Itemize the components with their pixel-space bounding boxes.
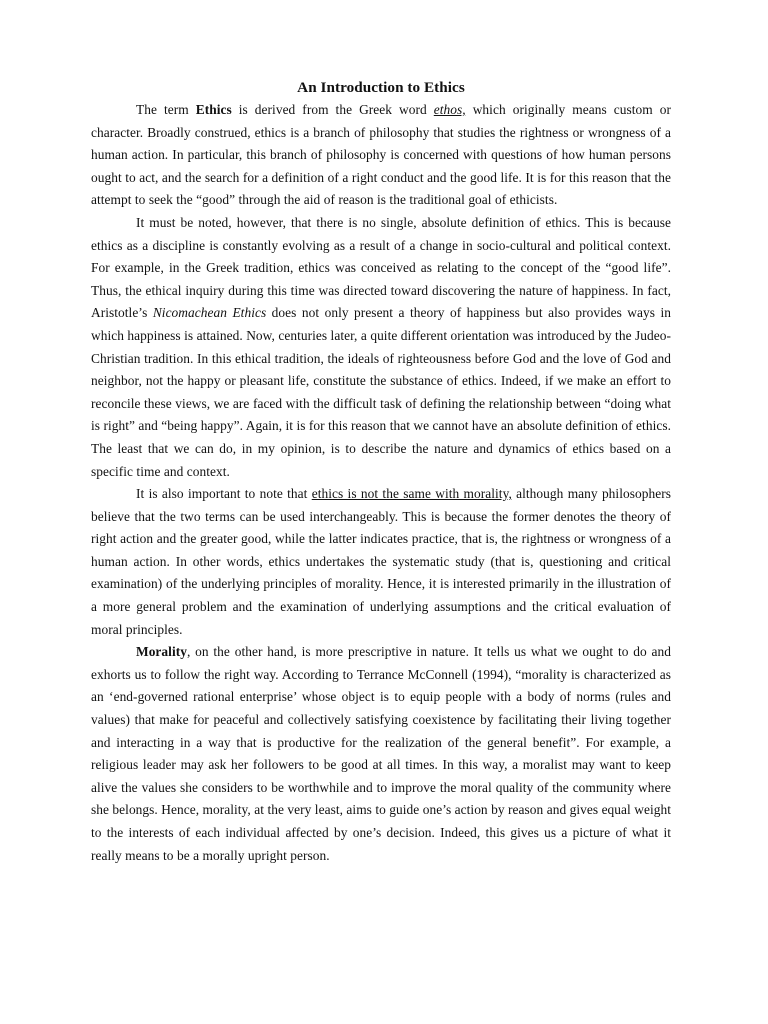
paragraph-ethics-definition [91, 99, 671, 212]
p1-text-c: is derived from the Greek word [231, 102, 434, 117]
paragraph-no-absolute-definition [91, 212, 671, 483]
term-morality: Morality [136, 644, 187, 660]
p1-text-e: which originally means custom or character. Broadly construed, ethics is a branch of philosophy that studies the rightness or wrongness of a human action. In particular, this branch of philosophy is concerned with questions of how human persons ought to act, and the search for a definition of a right conduct and the good life. It is for this reason that the attempt to seek the “good” through the aid of reason is the traditional goal of ethicists. [91, 102, 671, 208]
document-page [91, 78, 671, 867]
book-title-nicomachean-ethics: Nicomachean Ethics [152, 305, 267, 321]
p2-text-a: It must be noted, however, that there is no single, absolute definition of ethics. This is because ethics as a discipline is constantly evolving as a result of a change in socio-cultural and political context. For example, in the Greek tradition, ethics was conceived as relating to the concept of the “good life”. Thus, the ethical inquiry during this time was directed toward discovering the nature of happiness. In fact, Aristotle’s [91, 214, 671, 321]
paragraph-morality [91, 641, 671, 867]
emphasis-not-same: ethics is not the same with morality, [311, 486, 512, 502]
p1-text-a: The term [136, 102, 196, 117]
term-ethics: Ethics [195, 102, 232, 117]
term-ethos: ethos, [433, 102, 466, 117]
paragraph-ethics-vs-morality [91, 483, 671, 641]
document-title: An Introduction to Ethics [297, 79, 465, 96]
p3-text-a: It is also important to note that [136, 486, 312, 502]
p3-text-c: although many philosophers believe that the two terms can be used interchangeably. This is because the former denotes the theory of right action and the greater good, while the latter indicates practice, that is, the rightness or wrongness of a human action. In other words, ethics undertakes the systematic study (that is, questioning and critical examination) of the underlying principles of morality. Hence, it is interested primarily in the illustration of a more general problem and the examination of underlying assumptions and the critical evaluation of moral principles. [91, 486, 671, 637]
p4-text-b: , on the other hand, is more prescriptive in nature. It tells us what we ought to do and exhorts us to follow the right way. According to Terrance McConnell (1994), “morality is characterized as an ‘end-governed rational enterprise’ whose object is to equip people with a body of norms (rules and values) that make for peaceful and collectively satisfying coexistence by facilitating their living together and interacting in a way that is productive for the realization of the general benefit”. For example, a religious leader may ask her followers to be good at all times. In this way, a moralist may want to keep alive the values she considers to be worthwhile and to improve the moral quality of the community where she belongs. Hence, morality, at the very least, aims to guide one’s action by reason and gives equal weight to the interests of each individual affected by one’s decision. Indeed, this gives us a picture of what it really means to be a morally upright person. [91, 644, 671, 863]
p2-text-c: does not only present a theory of happiness but also provides ways in which happiness is attained. Now, centuries later, a quite different orientation was introduced by the Judeo-Christian tradition. In this ethical tradition, the ideals of righteousness before God and the love of God and neighbor, not the happy or pleasant life, constitute the substance of ethics. Indeed, if we make an effort to reconcile these views, we are faced with the difficult task of defining the relationship between “doing what is right” and “being happy”. Again, it is for this reason that we cannot have an absolute definition of ethics. The least that we can do, in my opinion, is to describe the nature and dynamics of ethics based on a specific time and context. [91, 305, 671, 479]
